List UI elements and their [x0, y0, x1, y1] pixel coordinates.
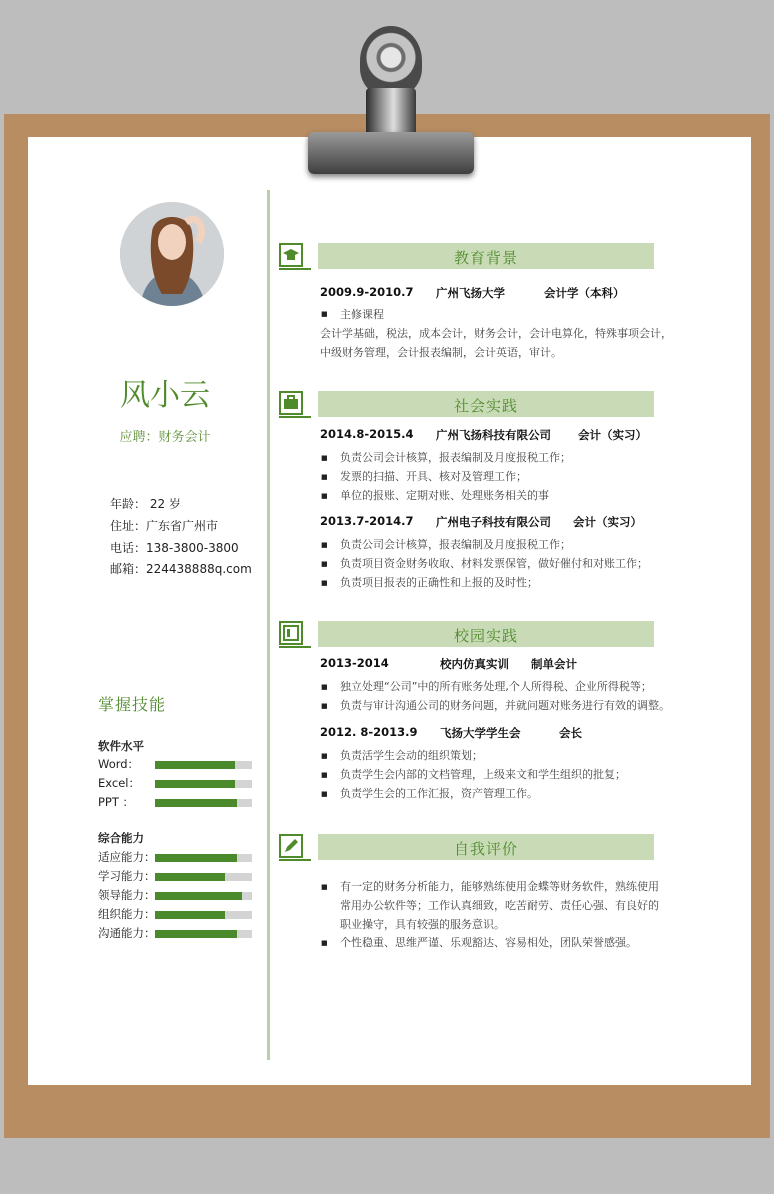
campus-role: 会长: [559, 726, 582, 740]
social-item: 负责项目资金财务收取、材料发票保管，做好催付和对账工作；: [340, 557, 648, 570]
social-company: 广州飞扬科技有限公司: [436, 428, 551, 442]
campus-item: 负责学生会的工作汇报，资产管理工作。: [340, 787, 538, 800]
campus-org: 校内仿真实训: [440, 657, 509, 671]
graduation-cap-icon: [279, 243, 303, 267]
social-item: 发票的扫描、开具、核对及管理工作；: [340, 470, 527, 483]
bullet-icon: ■: [321, 771, 328, 779]
skill-label: Excel：: [98, 776, 140, 790]
education-title: 教育背景: [453, 249, 518, 267]
section-underline: [279, 646, 311, 648]
edu-period: 2009.9-2010.7: [320, 285, 414, 299]
self-eval-line: 职业操守，具有较强的服务意识。: [340, 918, 505, 931]
edu-school: 广州飞扬大学: [436, 286, 505, 300]
self-eval-line: 有一定的财务分析能力，能够熟练使用金蝶等财务软件，熟练使用: [340, 880, 659, 893]
ability-title: 综合能力: [98, 831, 144, 845]
skill-label: Word：: [98, 757, 140, 771]
skill-bar: [155, 799, 252, 807]
social-item: 负责公司会计核算，报表编制及月度报税工作；: [340, 451, 571, 464]
skill-bar: [155, 892, 252, 900]
bullet-icon: ■: [321, 752, 328, 760]
bullet-icon: ■: [321, 790, 328, 798]
self-header: [318, 834, 654, 860]
skill-bar-fill: [155, 911, 225, 919]
self-eval-line: 个性稳重、思维严谨、乐观豁达、容易相处，团队荣誉感强。: [340, 936, 637, 949]
bullet-icon: ■: [321, 473, 328, 481]
bullet-icon: ■: [321, 702, 328, 710]
bullet-icon: ■: [321, 541, 328, 549]
skill-bar-fill: [155, 799, 237, 807]
education-header: [318, 243, 654, 269]
skills-title: 掌握技能: [98, 695, 167, 714]
section-underline: [279, 416, 311, 418]
campus-role: 制单会计: [531, 657, 577, 671]
software-title: 软件水平: [98, 739, 144, 753]
info-address: 住址：广东省广州市: [110, 519, 219, 533]
briefcase-icon: [279, 391, 303, 415]
self-title: 自我评价: [453, 840, 518, 858]
social-item: 单位的报账、定期对账、处理账务相关的事: [340, 489, 549, 502]
campus-period: 2012. 8-2013.9: [320, 725, 418, 739]
campus-item: 独立处理“公司”中的所有账务处理,个人所得税、企业所得税等；: [340, 680, 652, 693]
bullet-icon: ■: [321, 560, 328, 568]
skill-bar: [155, 761, 252, 769]
campus-header: [318, 621, 654, 647]
clip-base-icon: [308, 132, 474, 174]
self-eval-line: 常用办公软件等；工作认真细致，吃苦耐劳、责任心强、有良好的: [340, 899, 659, 912]
bullet-icon: ■: [321, 310, 328, 318]
campus-period: 2013-2014: [320, 656, 389, 670]
skill-label: 领导能力：: [98, 888, 156, 902]
avatar: [120, 202, 224, 306]
info-age: 年龄： 22 岁: [110, 497, 181, 511]
campus-item: 负责学生会内部的文档管理，上级来文和学生组织的批复；: [340, 768, 626, 781]
skill-label: 沟通能力：: [98, 926, 156, 940]
skill-label: 适应能力：: [98, 850, 156, 864]
skill-bar: [155, 780, 252, 788]
section-underline: [279, 268, 311, 270]
social-item: 负责项目报表的正确性和上报的及时性；: [340, 576, 538, 589]
id-card-icon: [279, 621, 303, 645]
pencil-note-icon: [279, 834, 303, 858]
skill-bar-fill: [155, 780, 235, 788]
skill-bar-fill: [155, 930, 237, 938]
skill-label: PPT ：: [98, 795, 135, 809]
bullet-icon: ■: [321, 454, 328, 462]
campus-title: 校园实践: [453, 627, 518, 645]
bullet-icon: ■: [321, 683, 328, 691]
skill-bar: [155, 873, 252, 881]
edu-major: 会计学（本科）: [544, 286, 625, 300]
candidate-name: 风小云: [120, 378, 210, 413]
skill-bar: [155, 930, 252, 938]
edu-course-label: 主修课程: [340, 308, 384, 321]
apply-position: 应聘：财务会计: [119, 430, 211, 445]
bullet-icon: ■: [321, 492, 328, 500]
social-title: 社会实践: [453, 397, 518, 415]
clip-neck-icon: [366, 88, 416, 138]
campus-org: 飞扬大学学生会: [440, 726, 521, 740]
edu-course-line: 会计学基础，税法，成本会计，财务会计，会计电算化，特殊事项会计，: [320, 327, 672, 340]
skill-bar-fill: [155, 892, 242, 900]
social-header: [318, 391, 654, 417]
divider-line: [267, 190, 270, 1060]
bullet-icon: ■: [321, 579, 328, 587]
campus-item: 负责活学生会动的组织策划；: [340, 749, 483, 762]
info-email: 邮箱：224438888q.com: [110, 562, 252, 576]
skill-bar-fill: [155, 854, 237, 862]
bullet-icon: ■: [321, 939, 328, 947]
bullet-icon: ■: [321, 883, 328, 891]
skill-bar-fill: [155, 873, 225, 881]
social-role: 会计（实习）: [578, 428, 647, 442]
section-underline: [279, 859, 311, 861]
skill-label: 组织能力：: [98, 907, 156, 921]
info-phone: 电话：138-3800-3800: [110, 541, 239, 555]
social-company: 广州电子科技有限公司: [436, 515, 551, 529]
social-role: 会计（实习）: [573, 515, 642, 529]
clip-ring-icon: [360, 26, 422, 96]
skill-bar: [155, 854, 252, 862]
social-period: 2013.7-2014.7: [320, 514, 414, 528]
skill-bar: [155, 911, 252, 919]
skill-bar-fill: [155, 761, 235, 769]
skill-label: 学习能力：: [98, 869, 156, 883]
campus-item: 负责与审计沟通公司的财务问题，并就问题对账务进行有效的调整。: [340, 699, 670, 712]
social-item: 负责公司会计核算，报表编制及月度报税工作；: [340, 538, 571, 551]
edu-course-line: 中级财务管理，会计报表编制，会计英语，审计。: [320, 346, 562, 359]
social-period: 2014.8-2015.4: [320, 427, 414, 441]
